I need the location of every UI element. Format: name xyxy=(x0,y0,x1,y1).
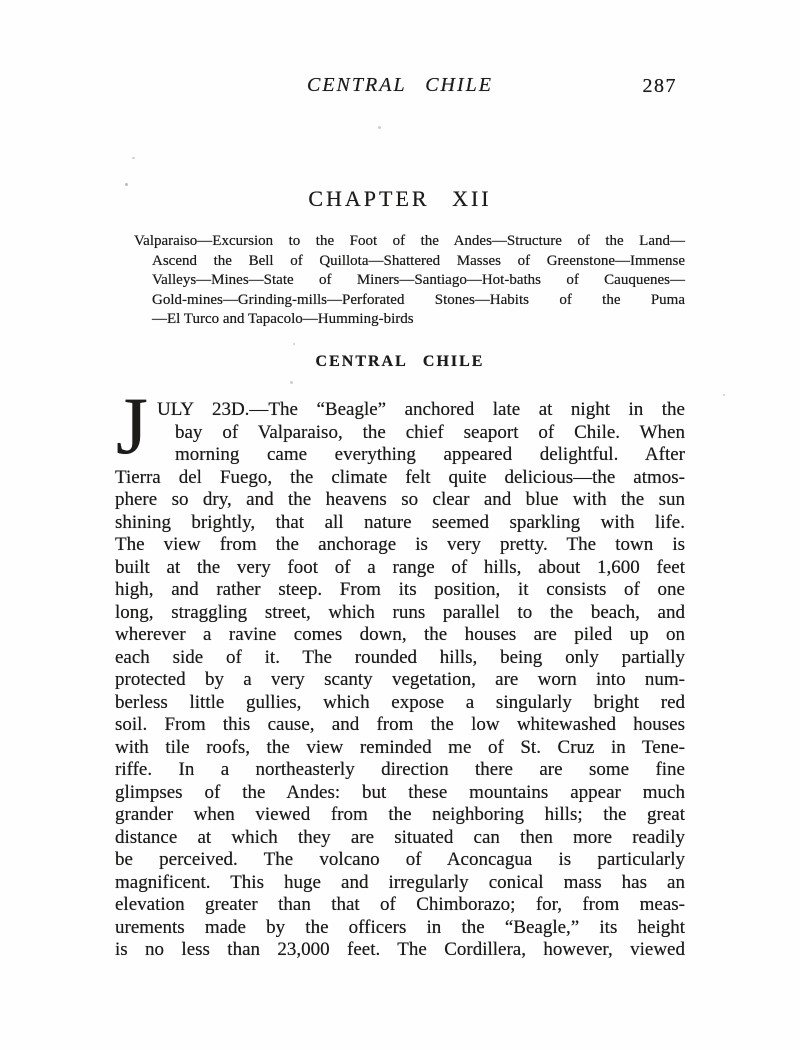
body-line: each side of it. The rounded hills, being only partially xyxy=(115,646,685,668)
body-line: riffe. In a northeasterly direction there are some fine xyxy=(115,759,685,780)
body-line: urements made by the officers in the “Beagle,” its height xyxy=(115,916,685,938)
body-line: wherever a ravine comes down, the houses are piled up on xyxy=(115,624,685,645)
scan-speck xyxy=(723,394,725,396)
chapter-heading: CHAPTER XII xyxy=(308,186,492,211)
body-line: with tile roofs, the view reminded me of St. Cruz in Tene- xyxy=(115,736,685,758)
scan-speck xyxy=(290,381,293,384)
summary-line: —El Turco and Tapacolo—Humming-birds xyxy=(152,311,414,327)
body-line: bay of Valparaiso, the chief seaport of Chile. When xyxy=(175,421,685,443)
scan-speck xyxy=(293,343,295,345)
chapter-summary xyxy=(115,232,685,330)
running-title: CENTRAL CHILE xyxy=(307,74,493,96)
summary-line: Valparaiso—Excursion to the Foot of the Andes—Structure of the Land— xyxy=(134,233,685,249)
summary-line: Valleys—Mines—State of Miners—Santiago—Hot-baths of Cauquenes— xyxy=(152,272,685,288)
scan-speck xyxy=(132,157,135,159)
body-line: glimpses of the Andes: but these mountains appear much xyxy=(115,781,685,803)
body-line: shining brightly, that all nature seemed sparkling with life. xyxy=(115,511,685,533)
body-line: long, straggling street, which runs parallel to the beach, and xyxy=(115,601,685,623)
summary-line: Gold-mines—Grinding-mills—Perforated Stones—Habits of the Puma xyxy=(152,291,685,308)
body-line: phere so dry, and the heavens so clear and blue with the sun xyxy=(115,489,685,510)
body-line: ULY 23D.—The “Beagle” anchored late at night in the xyxy=(157,399,685,420)
scan-speck xyxy=(125,183,128,186)
body-line: Tierra del Fuego, the climate felt quite delicious—the atmos- xyxy=(115,466,685,488)
body-line: morning came everything appeared delightful. After xyxy=(175,444,685,465)
body-line: magnificent. This huge and irregularly conical mass has an xyxy=(115,871,685,893)
body-line: be perceived. The volcano of Aconcagua is particularly xyxy=(115,849,685,870)
body-line: distance at which they are situated can then more readily xyxy=(115,826,685,848)
body-text xyxy=(115,380,685,962)
running-head xyxy=(115,74,685,100)
page-number: 287 xyxy=(642,75,677,97)
body-line: The view from the anchorage is very pretty. The town is xyxy=(115,534,685,555)
body-line: elevation greater than that of Chimborazo; for, from meas- xyxy=(115,894,685,915)
body-line: soil. From this cause, and from the low whitewashed houses xyxy=(115,714,685,735)
body-line: berless little gullies, which expose a singularly bright red xyxy=(115,691,685,713)
body-line: protected by a very scanty vegetation, are worn into num- xyxy=(115,669,685,690)
section-heading: CENTRAL CHILE xyxy=(315,353,485,370)
body-line: grander when viewed from the neighboring hills; the great xyxy=(115,804,685,825)
body-line: built at the very foot of a range of hills, about 1,600 feet xyxy=(115,556,685,578)
scan-speck xyxy=(378,126,381,129)
summary-line: Ascend the Bell of Quillota—Shattered Masses of Greenstone—Immense xyxy=(152,252,685,269)
body-line: high, and rather steep. From its position, it consists of one xyxy=(115,579,685,600)
drop-cap-initial: J xyxy=(116,380,148,471)
body-line: is no less than 23,000 feet. The Cordillera, however, viewed xyxy=(115,939,685,960)
